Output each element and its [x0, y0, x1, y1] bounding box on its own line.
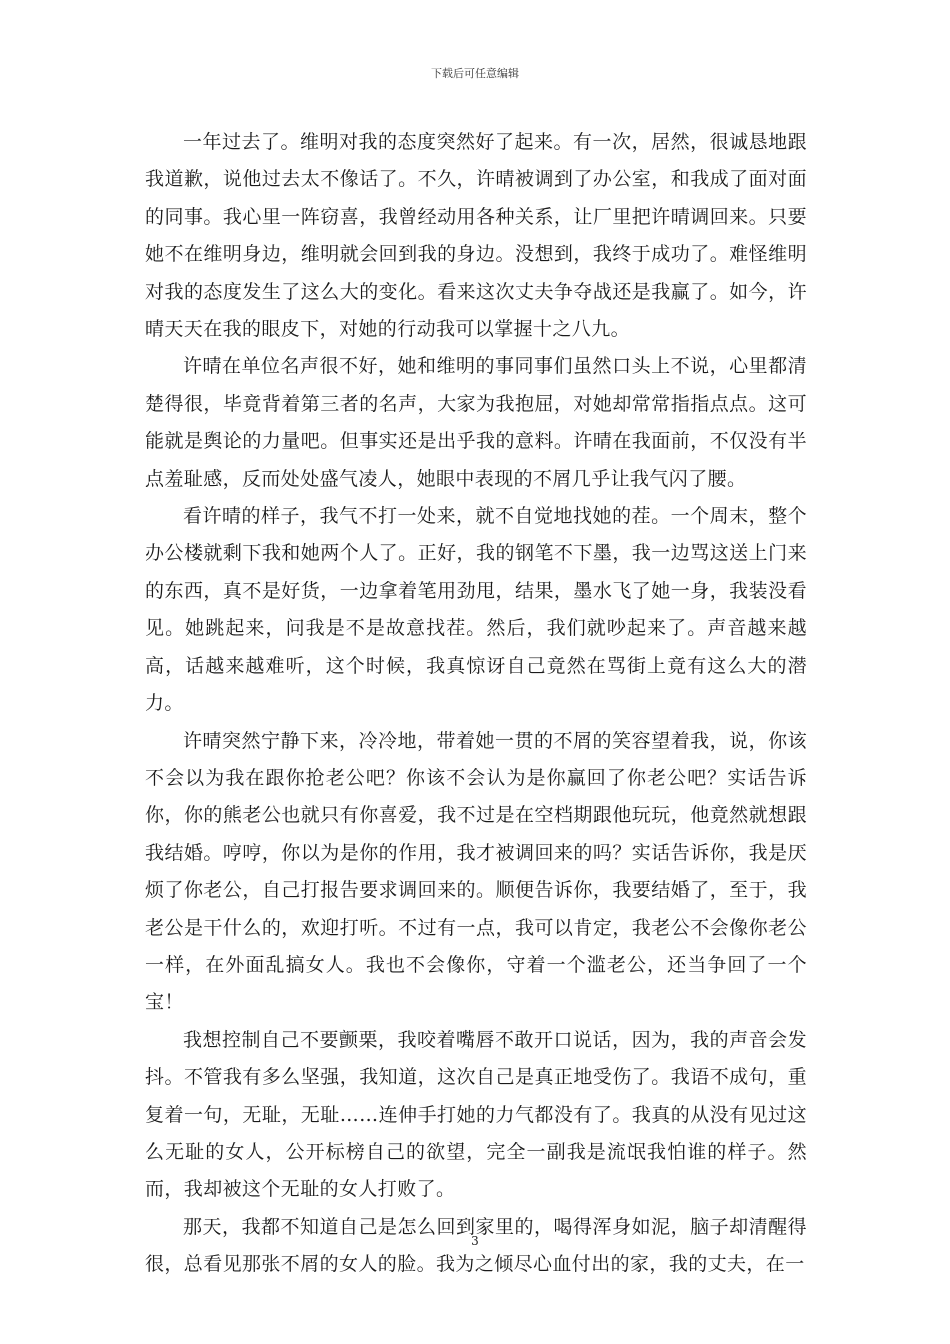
paragraph: 许晴在单位名声很不好，她和维明的事同事们虽然口头上不说，心里都清楚得很，毕竟背着第三者的名声，大家为我抱屈，对她却常常指指点点。这可能就是舆论的力量吧。但事实还是出乎我的意料。许晴在我面前，不仅没有半点羞耻感，反而处处盛气凌人，她眼中表现的不屑几乎让我气闪了腰。 [145, 355, 807, 490]
body-text [145, 124, 807, 1284]
paragraph: 那天，我都不知道自己是怎么回到家里的，喝得浑身如泥，脑子却清醒得很，总看见那张不屑的女人的脸。我为之倾尽心血付出的家，我的丈夫，在一 [145, 1215, 807, 1276]
paragraph: 看许晴的样子，我气不打一处来，就不自觉地找她的茬。一个周末，整个办公楼就剩下我和她两个人了。正好，我的钢笔不下墨，我一边骂这送上门来的东西，真不是好货，一边拿着笔用劲甩，结果，墨水飞了她一身，我装没看见。她跳起来，问我是不是故意找茬。然后，我们就吵起来了。声音越来越高，话越来越难听，这个时候，我真惊讶自己竟然在骂街上竟有这么大的潜力。 [145, 505, 807, 715]
paragraph: 我想控制自己不要颤栗，我咬着嘴唇不敢开口说话，因为，我的声音会发抖。不管我有多么坚强，我知道，这次自己是真正地受伤了。我语不成句，重复着一句，无耻，无耻……连伸手打她的力气都没有了。我真的从没有见过这么无耻的女人，公开标榜自己的欲望，完全一副我是流氓我怕谁的样子。然而，我却被这个无耻的女人打败了。 [145, 1028, 807, 1201]
page-number: 3 [471, 1234, 479, 1248]
paragraph: 一年过去了。维明对我的态度突然好了起来。有一次，居然，很诚恳地跟我道歉，说他过去太不像话了。不久，许晴被调到了办公室，和我成了面对面的同事。我心里一阵窃喜，我曾经动用各种关系，让厂里把许晴调回来。只要她不在维明身边，维明就会回到我的身边。没想到，我终于成功了。难怪维明对我的态度发生了这么大的变化。看来这次丈夫争夺战还是我赢了。如今，许晴天天在我的眼皮下，对她的行动我可以掌握十之八九。 [145, 131, 807, 341]
paragraph: 许晴突然宁静下来，冷冷地，带着她一贯的不屑的笑容望着我，说，你该不会以为我在跟你抢老公吧？你该不会认为是你赢回了你老公吧？实话告诉你，你的熊老公也就只有你喜爱，我不过是在空档期跟他玩玩，他竟然就想跟我结婚。哼哼，你以为是你的作用，我才被调回来的吗？实话告诉你，我是厌烦了你老公，自己打报告要求调回来的。顺便告诉你，我要结婚了，至于，我老公是干什么的，欢迎打听。不过有一点，我可以肯定，我老公不会像你老公一样，在外面乱搞女人。我也不会像你，守着一个滥老公，还当争回了一个宝！ [145, 729, 807, 1014]
page-header: 下载后可任意编辑 [431, 67, 519, 80]
